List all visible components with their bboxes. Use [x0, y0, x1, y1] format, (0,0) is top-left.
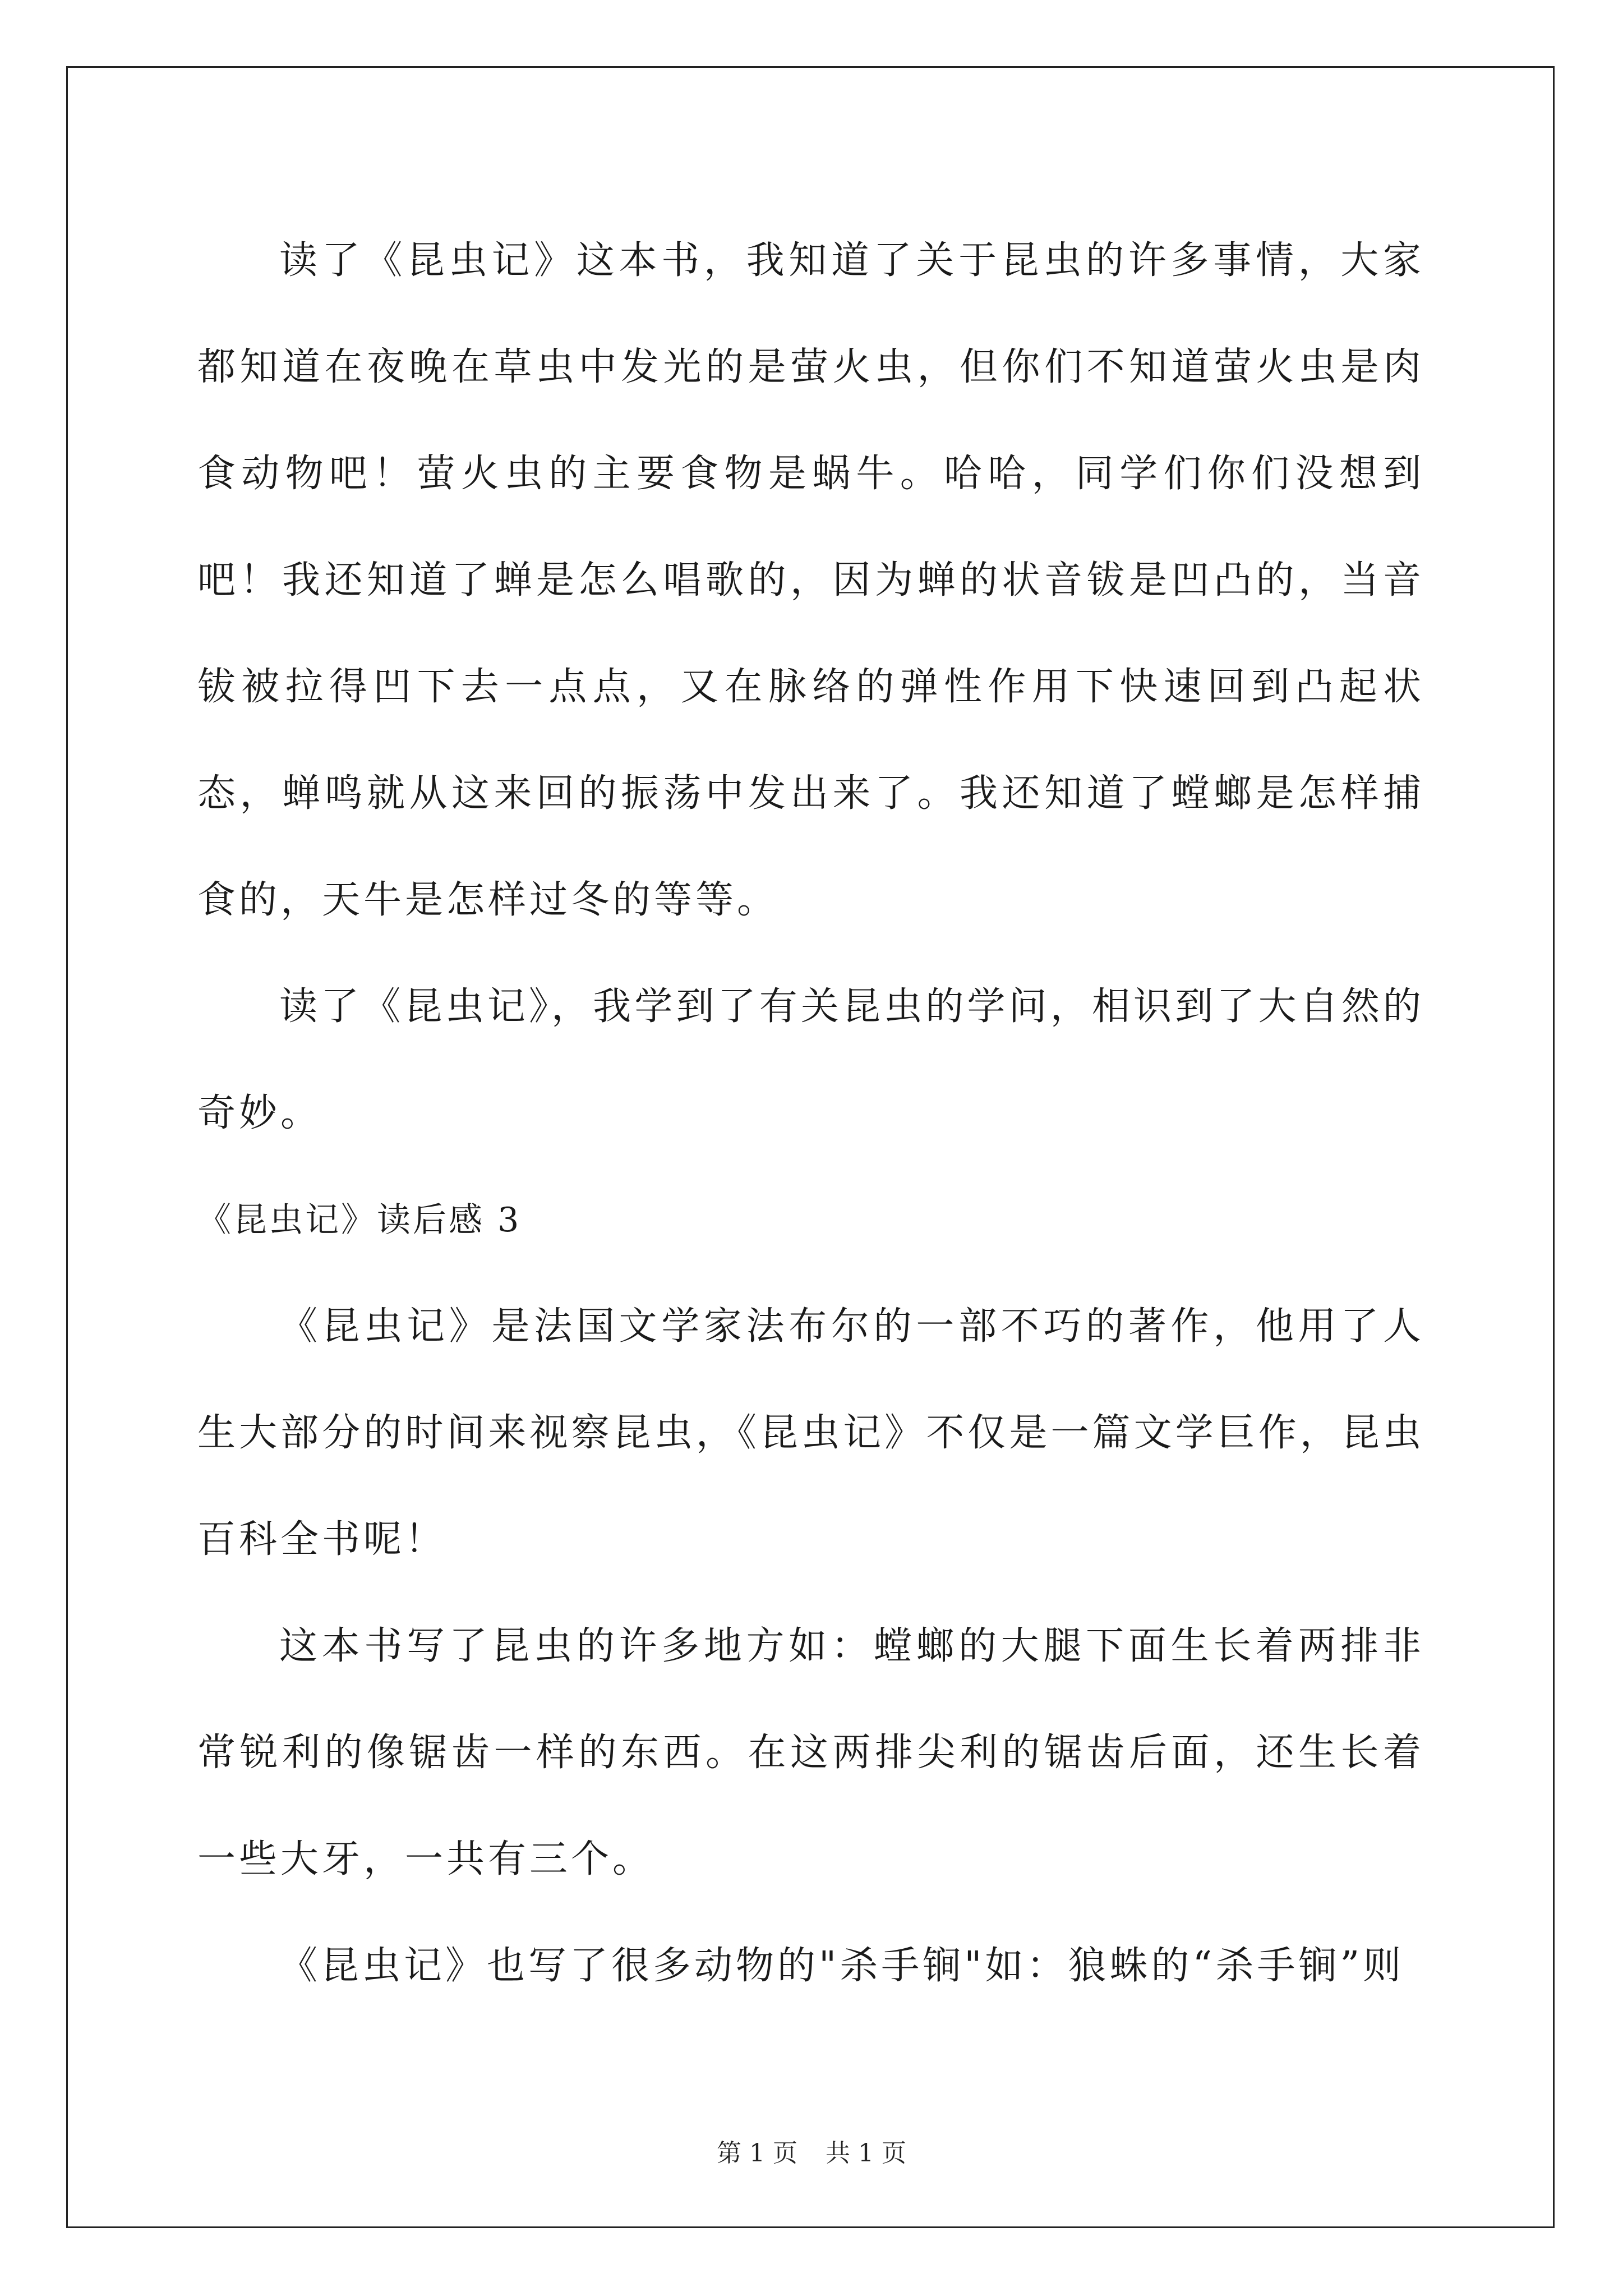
document-body — [197, 208, 1424, 2019]
section-heading: 《昆虫记》读后感 3 — [197, 1200, 522, 1240]
paragraph-3: 《昆虫记》是法国文学家法布尔的一部不巧的著作，他用了人生大部分的时间来视察昆虫，《昆虫记》不仅是一篇文学巨作，昆虫百科全书呢！ — [197, 1304, 1424, 1562]
paragraph-4: 这本书写了昆虫的许多地方如：螳螂的大腿下面生长着两排非常锐利的像锯齿一样的东西。在这两排尖利的锯齿后面，还生长着一些大牙，一共有三个。 — [197, 1624, 1424, 1881]
page-number: 第 1 页 — [717, 2139, 797, 2168]
page-footer — [0, 2133, 1623, 2169]
page-total: 共 1 页 — [826, 2139, 906, 2168]
paragraph-2: 读了《昆虫记》，我学到了有关昆虫的学问，相识到了大自然的奇妙。 — [197, 984, 1424, 1135]
paragraph-5: 《昆虫记》也写了很多动物的"杀手锏"如：狼蛛的“杀手锏”则 — [279, 1944, 1405, 1988]
paragraph-1: 读了《昆虫记》这本书，我知道了关于昆虫的许多事情，大家都知道在夜晚在草虫中发光的是萤火虫，但你们不知道萤火虫是肉食动物吧！萤火虫的主要食物是蜗牛。哈哈，同学们你们没想到吧！我还知道了蝉是怎么唱歌的，因为蝉的状音钹是凹凸的，当音钹被拉得凹下去一点点，又在脉络的弹性作用下快速回到凸起状态，蝉鸣就从这来回的振荡中发出来了。我还知道了螳螂是怎样捕食的，天牛是怎样过冬的等等。 — [197, 238, 1424, 922]
